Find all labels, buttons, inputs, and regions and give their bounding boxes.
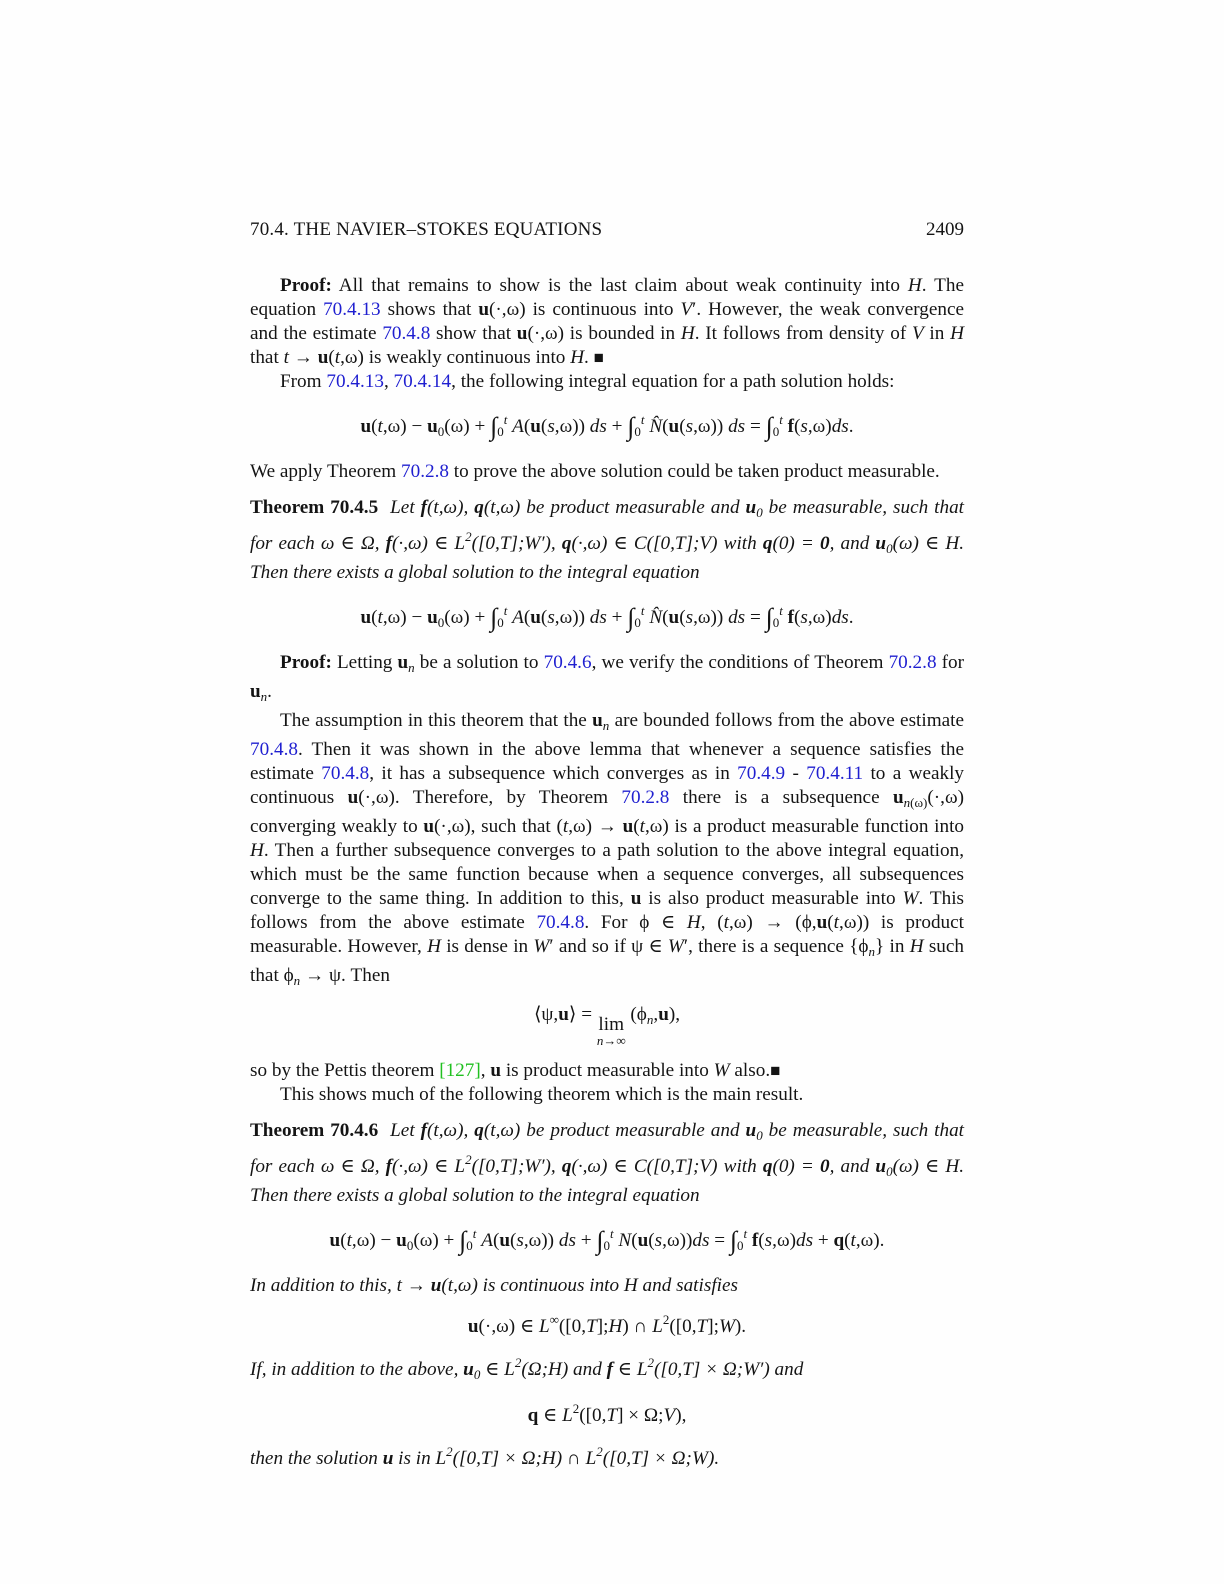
apply-line: We apply Theorem 70.2.8 to prove the above solution could be taken product measurable. — [250, 461, 940, 482]
integral-equation-1: $u(t,\omega) - u_0(\omega) + \int_0^t$ A(u(s,ω)) ds + $\int_0^t$ N̂(u(s,ω)) ds = $\int_0^t$ f(s,ω)ds. — [360, 412, 854, 441]
section-title: 70.4. THE NAVIER–STOKES EQUATIONS — [250, 219, 603, 240]
theorem-70-4-6: Theorem 70.4.6 Let f(t,ω), q(t,ω) be product measurable and $u_0$ be measurable, such that for each ω ∈ Ω, f(·,ω) ∈ $L^2([0,T];W')$, q(·,ω) ∈ C([0,T];V) with q(0) = 0, and $u_0(\omega)$ ∈ H. Then there exists a global solution to the integral equation — [250, 1120, 965, 1206]
pettis-line: so by the Pettis theorem [127], u is product measurable into W also.■ — [250, 1060, 781, 1081]
equation-link[interactable]: 70.4.9 — [737, 763, 786, 784]
equation-link[interactable]: 70.4.14 — [393, 371, 452, 392]
theorem-label: Theorem 70.4.5 — [250, 497, 379, 518]
equation-link[interactable]: 70.4.8 — [536, 912, 585, 933]
addition-line: If, in addition to the above, $u_0$ ∈ $L^2(\Omega;H)$ and f ∈ $L^2([0,T]$ × Ω;W′) and — [250, 1355, 804, 1382]
equation-link[interactable]: 70.4.13 — [326, 371, 384, 392]
integral-equation-3: $u(t,\omega) - u_0(\omega) + \int_0^t$ A(u(s,ω)) ds + $\int_0^t$ $N(u(s,\omega))ds = \int_0^t$ f(s,ω)ds + q(t,ω). — [329, 1226, 885, 1255]
equation-link[interactable]: 70.4.8 — [382, 323, 431, 344]
theorem-link[interactable]: 70.2.8 — [888, 652, 937, 673]
citation-link[interactable]: [127] — [439, 1060, 481, 1081]
theorem-link[interactable]: 70.2.8 — [401, 461, 449, 482]
from-line: From 70.4.13, 70.4.14, the following integral equation for a path solution holds: — [280, 371, 895, 392]
theorem-label: Theorem 70.4.6 — [250, 1120, 379, 1141]
equation-link[interactable]: 70.4.13 — [323, 299, 381, 320]
regularity-equation: u(·,ω) ∈ L∞([0,T];H) ∩ $L^2([0,T];W)$. — [467, 1312, 747, 1337]
theorem-link[interactable]: 70.2.8 — [621, 787, 670, 808]
integral-equation-2: $u(t,\omega) - u_0(\omega) + \int_0^t$ A(u(s,ω)) ds + $\int_0^t$ N̂(u(s,ω)) ds = $\int_0^t$ f(s,ω)ds. — [360, 603, 854, 632]
running-header — [250, 218, 964, 242]
equation-link[interactable]: 70.4.8 — [250, 739, 298, 760]
proof-paragraph-3: The assumption in this theorem that the $u_n$ are bounded follows from the above estimate 70.4.8. Then it was shown in the above lemma that whenever a sequence satisfies the estimate 70.4.8, it has a subsequence which converges as in 70.4.9 - 70.4.11 to a weakly continuous u(·,ω). Therefore, by Theorem 70.2.8 there is a subsequence $u_{n(\omega)}(\cdot,\omega)$ converging weakly to u(·,ω), such that (t,ω) → u(t,ω) is a product measurable function into H. Then a further subsequence converges to a path solution to the above integral equation, which must be the same function because when a sequence converges, all subsequences converge to the same thing. In addition to this, u is also product measurable into W. This follows from the above estimate 70.4.8. For ϕ ∈ H, (t,ω) → (ϕ,u(t,ω)) is product measurable. However, H is dense in W′ and so if ψ ∈ W′, there is a sequence $\{\phi_n\}$ in H such that $\phi_n \to \psi$. Then — [250, 710, 965, 988]
qed-symbol: ■ — [593, 348, 604, 367]
shows-line: This shows much of the following theorem which is the main result. — [280, 1084, 804, 1105]
conclusion-line: then the solution u is in $L^2([0,T]$ × Ω;H) ∩ $L^2([0,T]$ × Ω;W). — [250, 1444, 720, 1469]
proof-label: Proof: — [280, 275, 332, 296]
continuity-line: In addition to this, t → u(t,ω) is continuous into H and satisfies — [250, 1275, 738, 1296]
equation-link[interactable]: 70.4.8 — [321, 763, 370, 784]
equation-link[interactable]: 70.4.11 — [806, 763, 864, 784]
equation-link[interactable]: 70.4.6 — [543, 652, 592, 673]
limit-equation: ⟨ψ,u⟩ = lim n→∞ $(\phi_n,u)$, — [533, 1004, 681, 1048]
page-number: 2409 — [926, 219, 964, 240]
page — [250, 218, 964, 1471]
q-condition-equation: q ∈ $L^2([0,T]$ × Ω;V), — [527, 1401, 687, 1426]
proof-paragraph-2: Proof: Letting $u_n$ be a solution to 70.4.6, we verify the conditions of Theorem 70.2.8 for $u_n$. — [250, 652, 965, 704]
theorem-70-4-5: Theorem 70.4.5 Let f(t,ω), q(t,ω) be product measurable and $u_0$ be measurable, such that for each ω ∈ Ω, f(·,ω) ∈ $L^2([0,T];W')$, q(·,ω) ∈ C([0,T];V) with q(0) = 0, and $u_0(\omega)$ ∈ H. Then there exists a global solution to the integral equation — [250, 497, 965, 583]
proof-label: Proof: — [280, 652, 332, 673]
proof-paragraph-1: Proof: All that remains to show is the last claim about weak continuity into H. The equation 70.4.13 shows that u(·,ω) is continuous into V′. However, the weak convergence and the estimate 70.4.8 show that u(·,ω) is bounded in H. It follows from density of V in H that t → u(t,ω) is weakly continuous into H. ■ — [250, 275, 965, 368]
